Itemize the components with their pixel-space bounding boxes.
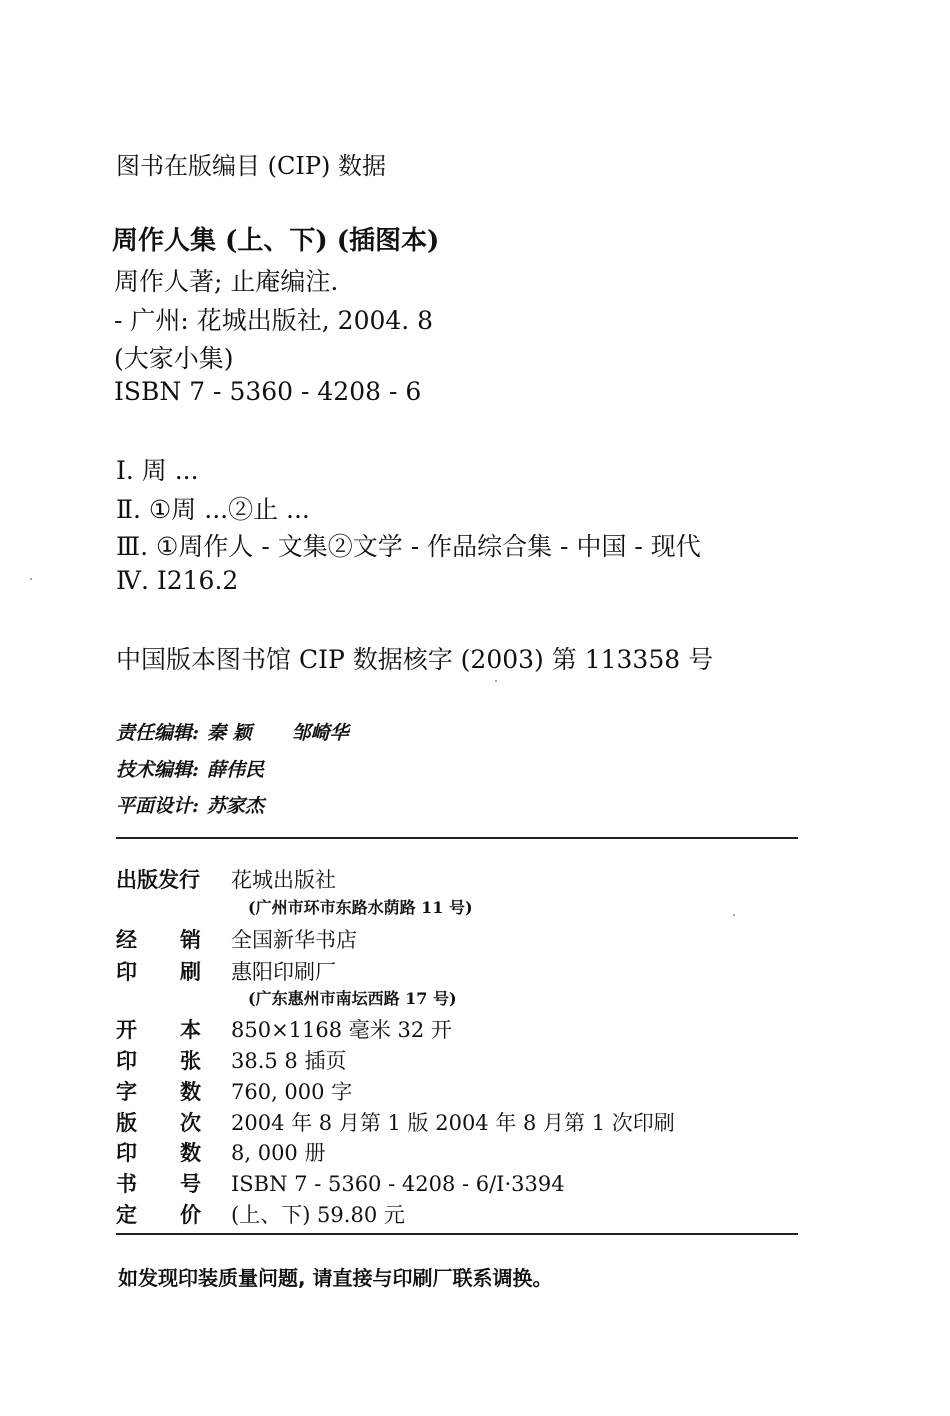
pub-row-label: 版次: [116, 1111, 244, 1135]
cip-heading: 图书在版编目 (CIP) 数据: [116, 152, 386, 180]
pub-row: [116, 1168, 565, 1198]
pub-row: [116, 956, 336, 986]
editor-label: 责任编辑:: [116, 722, 200, 744]
editor-value-2: 邹崎华: [291, 722, 349, 744]
pub-row: [116, 1045, 346, 1075]
classification-1: Ⅰ. 周 ...: [116, 456, 199, 485]
tech-editor-value: 薛伟民: [207, 759, 265, 781]
cip-verification: 中国版本图书馆 CIP 数据核字 (2003) 第 113358 号: [116, 645, 714, 674]
pub-row-value: 850×1168 毫米 32 开: [231, 1018, 452, 1042]
publisher-line: - 广州: 花城出版社, 2004. 8: [114, 306, 434, 335]
pub-row: [116, 1076, 352, 1106]
designer-label: 平面设计:: [116, 795, 200, 817]
pub-row-value: 38.5 8 插页: [231, 1049, 347, 1073]
pub-row: [116, 1107, 675, 1137]
publisher-value: 花城出版社: [231, 868, 336, 892]
pub-row-label: 印数: [116, 1141, 244, 1165]
publisher-row: [116, 864, 336, 894]
pub-row-value: 惠阳印刷厂: [231, 960, 336, 984]
pub-row: [116, 924, 357, 954]
designer-value: 苏家杰: [207, 795, 265, 817]
divider-top: [116, 837, 798, 839]
pub-row-label: 书号: [116, 1172, 244, 1196]
scan-speck: [733, 914, 735, 916]
publisher-label: 出版发行: [116, 868, 200, 892]
pub-row-label: 印张: [116, 1049, 244, 1073]
pub-row-label: 字数: [116, 1080, 244, 1104]
classification-3: Ⅲ. ①周作人 - 文集②文学 - 作品综合集 - 中国 - 现代: [116, 532, 701, 561]
divider-bottom: [116, 1233, 798, 1235]
quality-notice: 如发现印装质量问题, 请直接与印刷厂联系调换。: [118, 1266, 553, 1290]
pub-row-value: 8, 000 册: [231, 1141, 326, 1165]
pub-row-label: 经销: [116, 928, 244, 952]
scan-speck: [495, 680, 497, 682]
series-line: (大家小集): [114, 344, 234, 373]
author-line: 周作人著; 止庵编注.: [114, 267, 339, 296]
scan-speck: [30, 578, 32, 580]
tech-editor-label: 技术编辑:: [116, 759, 200, 781]
editor-value: 秦 颖: [207, 722, 252, 744]
pub-row-value: (上、下) 59.80 元: [231, 1203, 405, 1227]
isbn-line: ISBN 7 - 5360 - 4208 - 6: [114, 377, 422, 406]
classification-2: Ⅱ. ①周 ...②止 ...: [116, 495, 310, 524]
designer-row: [116, 791, 264, 818]
pub-row-label: 开本: [116, 1018, 244, 1042]
publisher-address: (广州市环市东路水荫路 11 号): [248, 898, 473, 917]
pub-row-label: 定价: [116, 1203, 244, 1227]
pub-row-value: 2004 年 8 月第 1 版 2004 年 8 月第 1 次印刷: [231, 1111, 675, 1135]
pub-row-value: ISBN 7 - 5360 - 4208 - 6/I·3394: [231, 1172, 565, 1196]
pub-row-value: 760, 000 字: [231, 1080, 353, 1104]
classification-4: Ⅳ. I216.2: [116, 566, 239, 595]
pub-row: [116, 1137, 325, 1167]
tech-editor-row: [116, 755, 264, 782]
pub-row: [116, 1199, 405, 1229]
pub-row: [116, 1014, 452, 1044]
pub-row-label: 印刷: [116, 960, 244, 984]
printer-address: (广东惠州市南坛西路 17 号): [248, 989, 457, 1008]
book-title: 周作人集 (上、下) (插图本): [112, 226, 440, 256]
editor-row: [116, 718, 349, 745]
pub-row-value: 全国新华书店: [231, 928, 357, 952]
